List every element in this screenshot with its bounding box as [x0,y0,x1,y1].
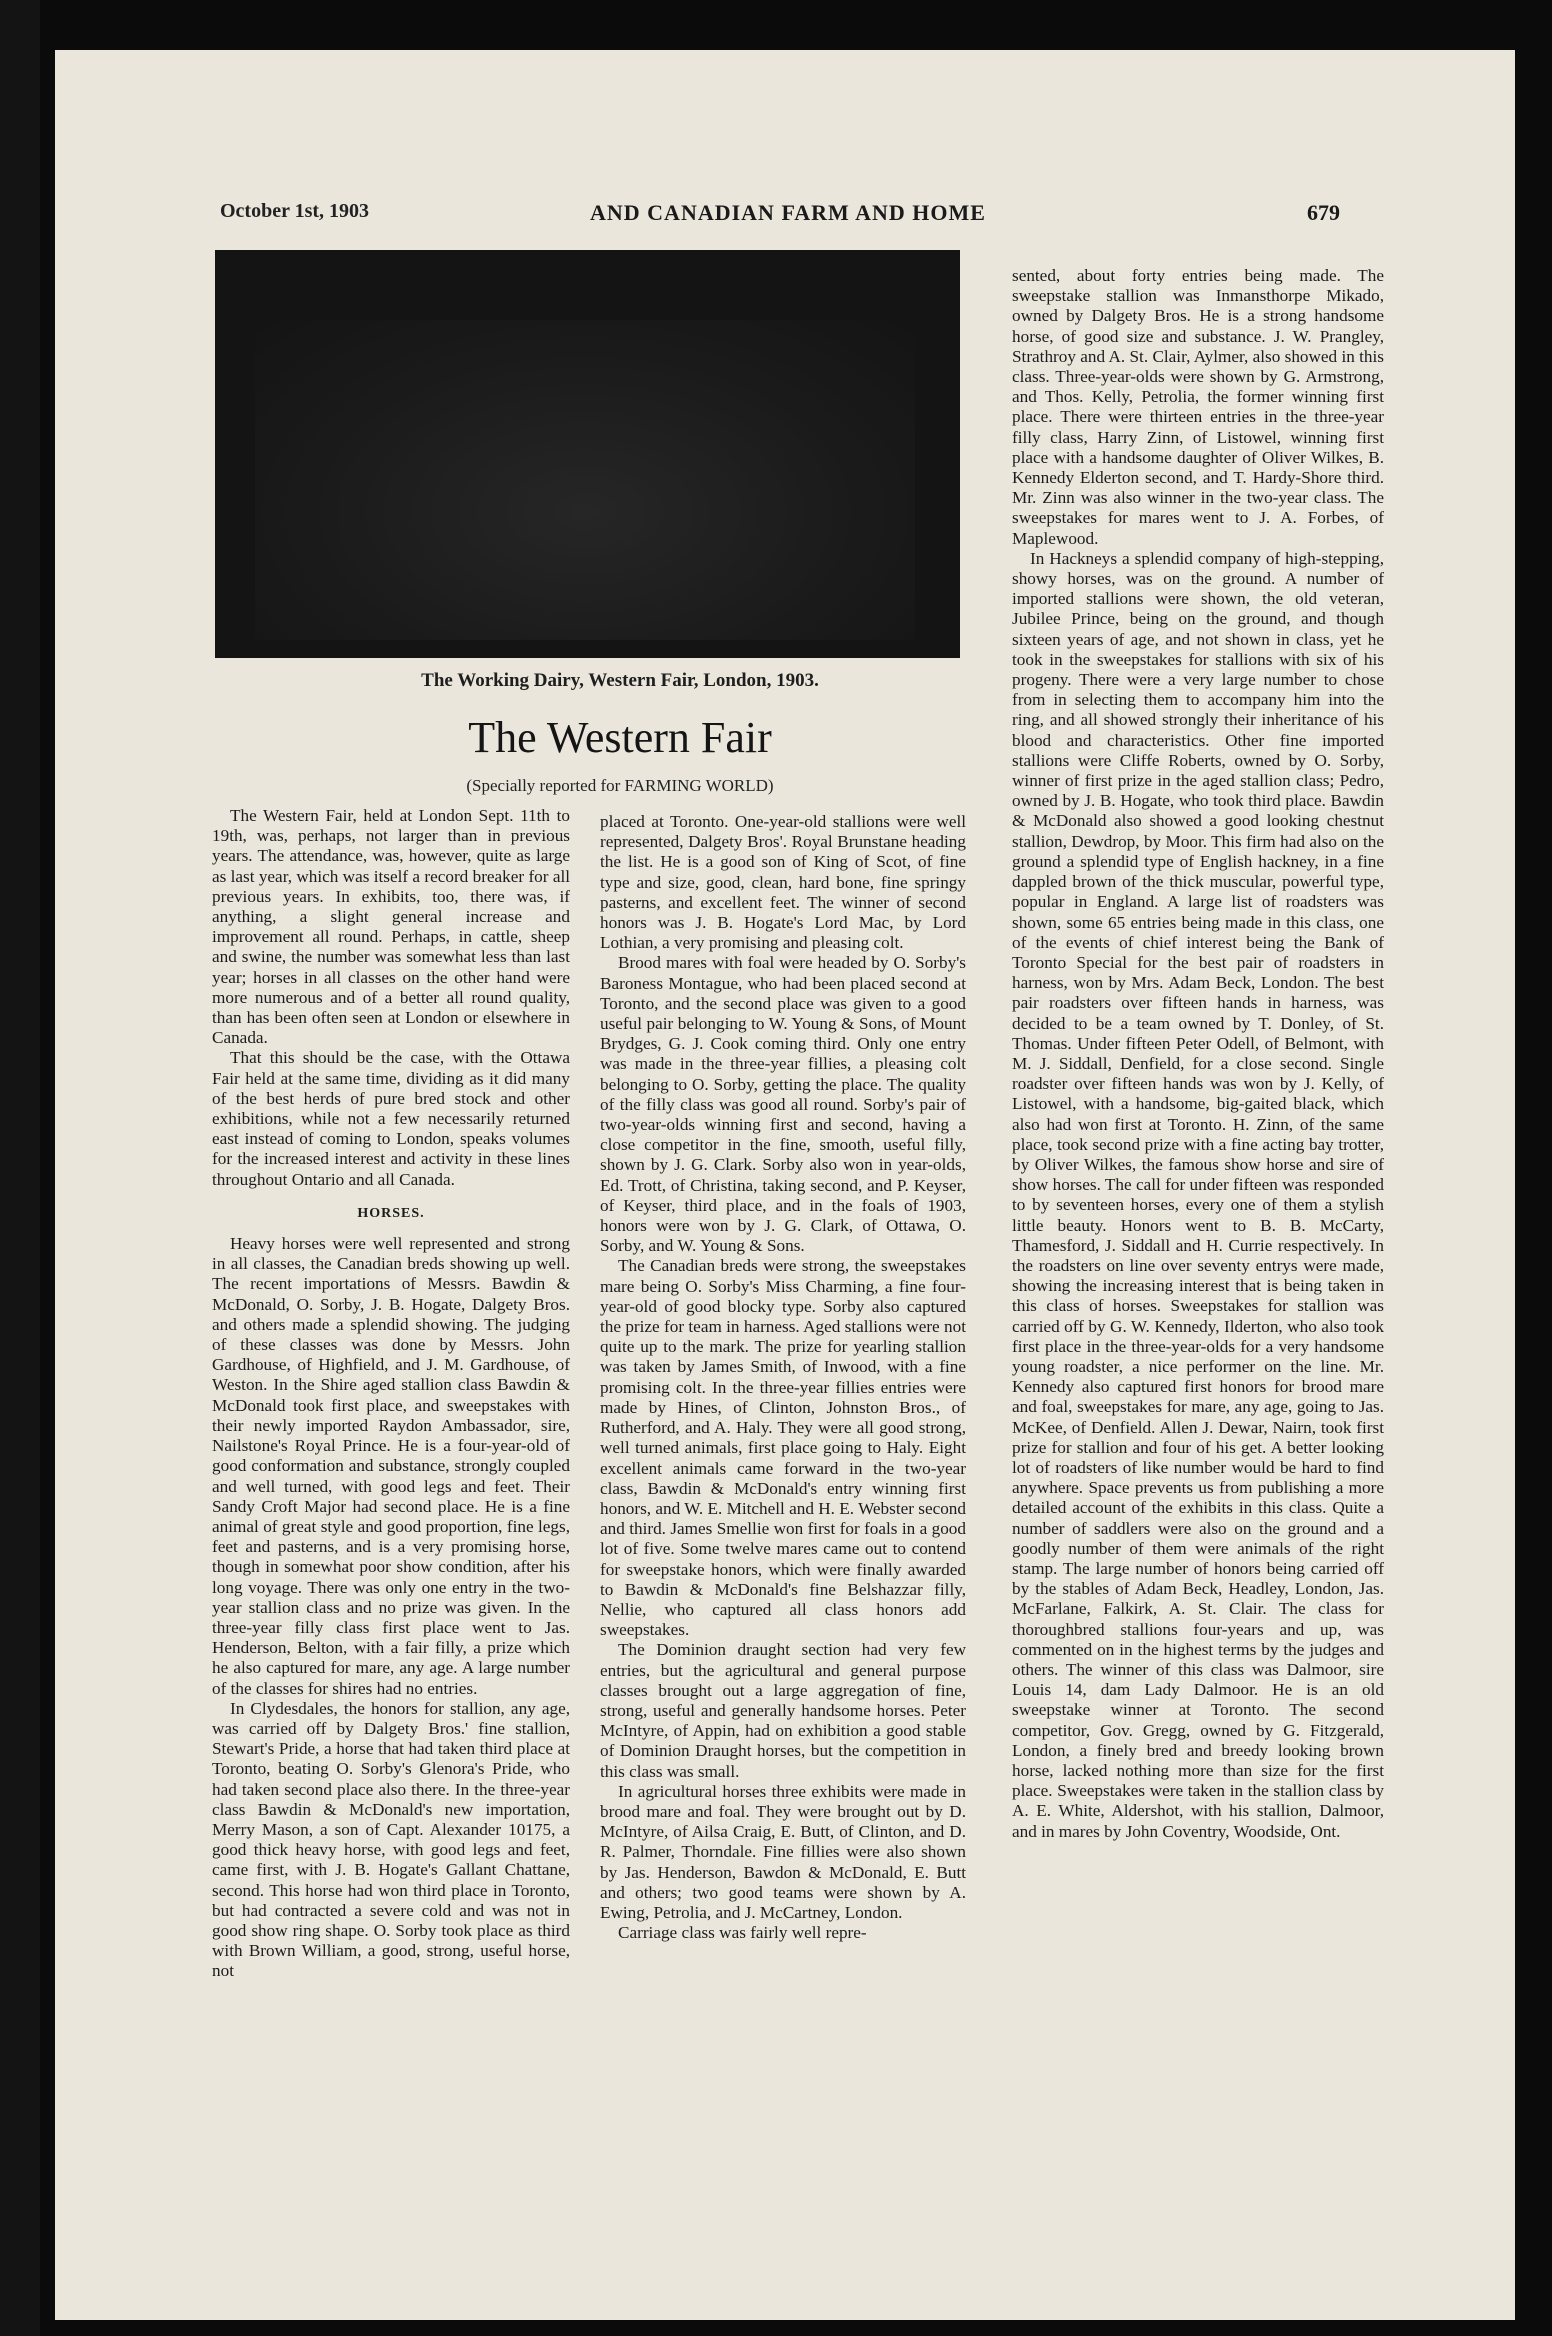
paragraph: The Canadian breds were strong, the sweepstakes mare being O. Sorby's Miss Charming, a fine four-year-old of good blocky type. Sorby also captured the prize for team in harness. Aged stallions were not quite up to the mark. The prize for yearling stallion was taken by James Smith, of Inwood, with a fine promising colt. In the three-year fillies entries were made by Hines, of Clinton, Johnston Bros., of Rutherford, and A. Haly. They were all good strong, well turned animals, first place going to Haly. Eight excellent animals came forward in the two-year class, Bawdin & McDonald's entry winning first honors, and W. E. Mitchell and H. E. Webster second and third. James Smellie won first for foals in a good lot of five. Some twelve mares came out to contend for sweepstake honors, which were finally awarded to Bawdin & McDonald's fine Belshazzar filly, Nellie, who captured all class honors add sweepstakes. [600,1256,966,1640]
paragraph: In agricultural horses three exhibits were made in brood mare and foal. They were brought out by D. McIntyre, of Ailsa Craig, E. Butt, of Clinton, and D. R. Palmer, Thorndale. Fine fillies were also shown by Jas. Henderson, Bawdon & McDonald, E. Butt and others; two good teams were shown by A. Ewing, Petrolia, and J. McCartney, London. [600,1781,966,1922]
paragraph: In Clydesdales, the honors for stallion, any age, was carried off by Dalgety Bros.' fine stallion, Stewart's Pride, a horse that had taken third place at Toronto, beating O. Sorby's Glenora's Pride, who had taken second place also there. In the three-year class Bawdin & McDonald's new importation, Merry Mason, a son of Capt. Alexander 10175, a good thick heavy horse, with good legs and feet, came first, with J. B. Hogate's Gallant Chattane, second. This horse had won third place in Toronto, but had contracted a severe cold and was not in good show ring shape. O. Sorby took place as third with Brown William, a good, strong, useful horse, not [212,1698,570,1981]
photo-caption: The Working Dairy, Western Fair, London, 1903. [421,670,819,691]
section-heading-horses: HORSES. [357,1205,425,1221]
paragraph: The Western Fair, held at London Sept. 11th to 19th, was, perhaps, not larger than in previous years. The attendance, was, however, quite as large as last year, which was itself a record breaker for all previous years. In exhibits, too, there was, if anything, a slight general increase and improvement all round. Perhaps, in cattle, sheep and swine, the number was somewhat less than last year; horses in all classes on the other hand were more numerous and of a better all round quality, than has been often seen at London or elsewhere in Canada. [212,806,570,1048]
paragraph: In Hackneys a splendid company of high-stepping, showy horses, was on the ground. A number of imported stallions were shown, the old veteran, Jubilee Prince, being on the ground, and though sixteen years of age, and not shown in class, yet he took in the sweepstakes for stallions with six of his progeny. There were a very large number to chose from in selecting them to accompany him into the ring, and all showed strongly their inheritance of his blood and characteristics. Other fine imported stallions were Cliffe Roberts, owned by O. Sorby, winner of first prize in the aged stallion class; Pedro, owned by J. B. Hogate, who took third place. Bawdin & McDonald also showed a good looking chestnut stallion, Dewdrop, by Moor. This firm had also on the ground a splendid type of English hackney, in a fine dappled brown of the thick muscular, powerful type, popular in England. A large list of roadsters was shown, some 65 entries being made in this class, one of the events of chief interest being the Bank of Toronto Special for the best pair of roadsters in harness, won by Mrs. Adam Beck, London. The best pair roadsters over fifteen hands in harness, was decided to be a team owned by T. Donley, of St. Thomas. Under fifteen Peter Odell, of Belmont, with M. J. Siddall, Denfield, for a close second. Single roadster over fifteen hands was won by J. Kelly, of Listowel, with a handsome, big-gaited black, which also had won first at Toronto. H. Zinn, of the same place, took second prize with a fine acting bay trotter, by Oliver Wilkes, the famous show horse and sire of show horses. The call for under fifteen was responded to by seventeen horses, every one of them a stylish little beauty. Honors went to B. B. McCarty, Thamesford, J. Siddall and H. Currie respectively. In the roadsters on line over seventy entrys were made, showing the increasing interest that is being taken in this class of horses. Sweepstakes for stallion was carried off by G. W. Kennedy, Ilderton, who also took first place in the three-year-olds for a very handsome young roadster, a nice performer on the line. Mr. Kennedy also captured first honors for brood mare and foal, sweepstakes for mare, any age, going to Jas. McKee, of Denfield. Allen J. Dewar, Nairn, took first prize for stallion and four of his get. A better looking lot of roadsters of like number would be hard to find anywhere. Space prevents us from publishing a more detailed account of the exhibits in this class. Quite a number of saddlers were also on the ground and a goodly number of them were animals of the right stamp. The large number of honors being carried off by the stables of Adam Beck, Headley, London, Jas. McFarlane, Falkirk, A. St. Clair. The class for thoroughbred stallions four-years and up, was commented on in the highest terms by the judges and others. The winner of this class was Dalmoor, sire Louis 14, dam Lady Dalmoor. He is an old sweepstake winner at Toronto. The second competitor, Gov. Gregg, owned by G. Fitzgerald, London, a finely bred and breedy looking brown horse, lacked nothing more than size for the first place. Sweepstakes were taken in the stallion class by A. E. White, Aldershot, with his stallion, Dalmoor, and in mares by John Coventry, Woodside, Ont. [1012,548,1384,1841]
column-1 [212,806,570,1982]
paragraph: The Dominion draught section had very few entries, but the agricultural and general purpose classes brought out a large aggregation of fine, strong, useful and generally handsome horses. Peter McIntyre, of Appin, had on exhibition a good stable of Dominion Draught horses, but the competition in this class was small. [600,1640,966,1781]
article-byline: (Specially reported for FARMING WORLD) [466,776,774,795]
film-margin [0,0,40,2336]
article-title: The Western Fair [468,713,772,762]
paragraph: Carriage class was fairly well repre- [618,1923,867,1943]
paragraph: That this should be the case, with the Ottawa Fair held at the same time, dividing as it did many of the best herds of pure bred stock and other exhibitions, while not a few necessarily returned east instead of coming to London, speaks volumes for the increased interest and activity in these lines throughout Ontario and all Canada. [212,1048,570,1189]
paragraph: placed at Toronto. One-year-old stallions were well represented, Dalgety Bros'. Royal Brunstane heading the list. He is a good son of King of Scot, of fine type and size, good, clean, hard bone, fine springy pasterns, and excellent feet. The winner of second honors was J. B. Hogate's Lord Mac, by Lord Lothian, a very promising and pleasing colt. [600,812,966,953]
paragraph: sented, about forty entries being made. The sweepstake stallion was Inmansthorpe Mikado, owned by Dalgety Bros. He is a strong handsome horse, of good size and substance. J. W. Prangley, Strathroy and A. St. Clair, Aylmer, also showed in this class. Three-year-olds were shown by G. Armstrong, and Thos. Kelly, Petrolia, the former winning first place. There were thirteen entries in the three-year filly class, Harry Zinn, of Listowel, winning first place with a handsome daughter of Oliver Wilkes, B. Kennedy Elderton second, and T. Hardy-Shore third. Mr. Zinn was also winner in the two-year class. The sweepstakes for mares went to J. A. Forbes, of Maplewood. [1012,266,1384,548]
dairy-photograph [215,250,960,658]
paragraph: Heavy horses were well represented and strong in all classes, the Canadian breds showing up well. The recent importations of Messrs. Bawdin & McDonald, O. Sorby, J. B. Hogate, Dalgety Bros. and others made a splendid showing. The judging of these classes was done by Messrs. John Gardhouse, of Highfield, and J. M. Gardhouse, of Weston. In the Shire aged stallion class Bawdin & McDonald took first place, and sweepstakes with their newly imported Raydon Ambassador, sire, Nailstone's Royal Prince. He is a four-year-old of good conformation and substance, strongly coupled and well turned, with good legs and feet. Their Sandy Croft Major had second place. He is a fine animal of great style and good proportion, fine legs, feet and pasterns, and is a very promising horse, though in somewhat poor show condition, after his long voyage. There was only one entry in the two-year stallion class and no prize was given. In the three-year filly class first place went to Jas. Henderson, Belton, with a fair filly, a prize which he also captured for mare, any age. A large number of the classes for shires had no entries. [212,1234,570,1698]
column-2 [600,812,966,1943]
page-number: 679 [1307,200,1340,225]
column-3 [1012,266,1384,1842]
publication-title: AND CANADIAN FARM AND HOME [590,200,986,225]
issue-date: October 1st, 1903 [220,200,370,222]
running-header [220,200,1340,228]
paragraph: Brood mares with foal were headed by O. Sorby's Baroness Montague, who had been placed second at Toronto, and the second place was given to a good useful pair belonging to W. Young & Sons, of Mount Brydges, G. J. Cook coming third. Only one entry was made in the three-year fillies, a pleasing colt belonging to O. Sorby, getting the place. The quality of the filly class was good all round. Sorby's pair of two-year-olds winning first and second, having a close competitor in the fine, smooth, useful filly, shown by J. G. Clark. Sorby also won in year-olds, Ed. Trott, of Christina, taking second, and P. Keyser, of Keyser, third place, and in the foals of 1903, honors were won by J. G. Clark, of Ottawa, O. Sorby, and W. Young & Sons. [600,953,966,1256]
